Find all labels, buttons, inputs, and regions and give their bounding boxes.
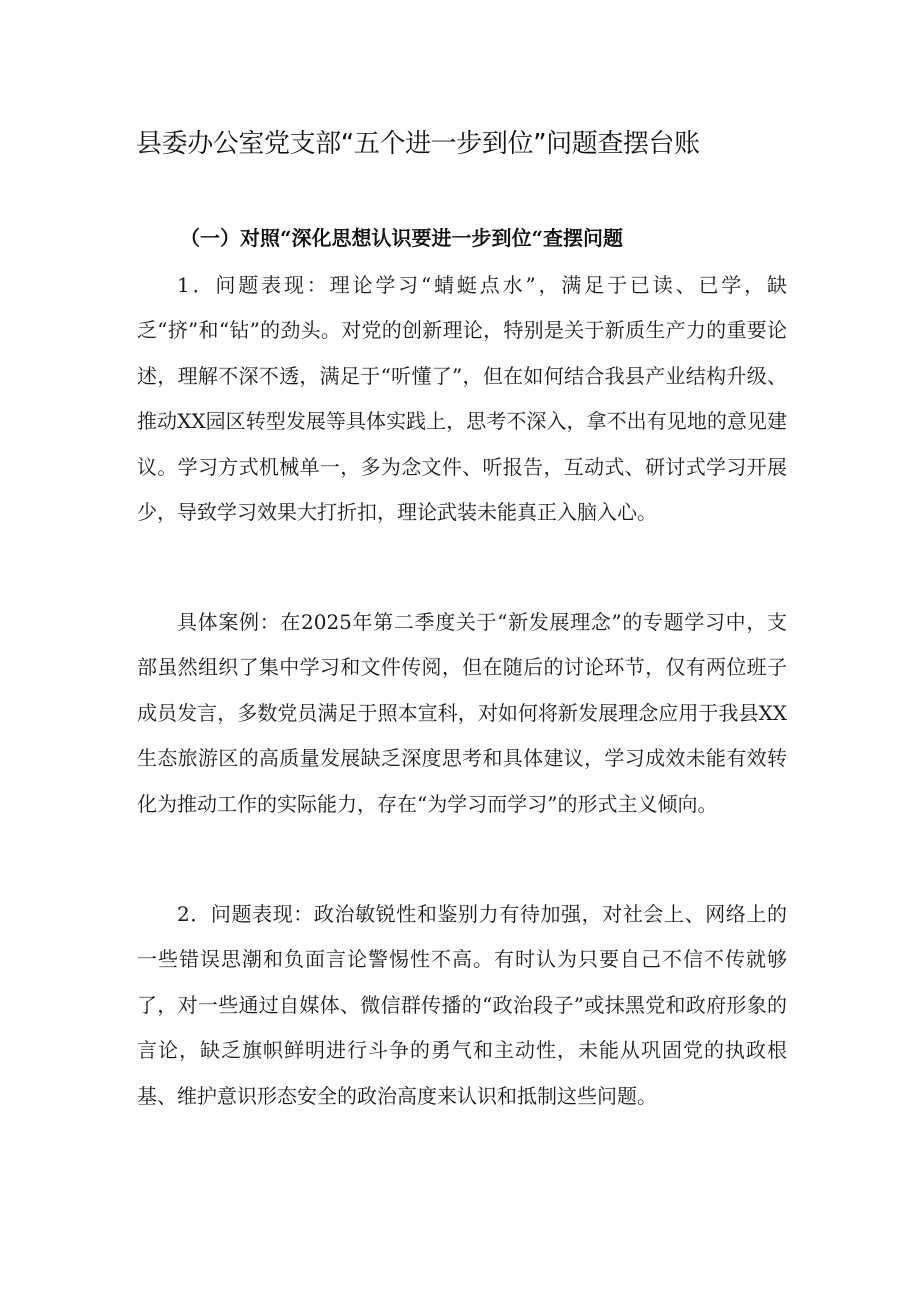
section-heading: （一）对照“深化思想认识要进一步到位“查摆问题 (180, 226, 624, 250)
paragraph-case-example: 具体案例：在2025年第二季度关于“新发展理念”的专题学习中，支部虽然组织了集中学习和文件传阅，但在随后的讨论环节，仅有两位班子成员发言，多数党员满足于照本宣科，对如何将新发展理念应用于我县XX生态旅游区的高质量发展缺乏深度思考和具体建议，学习成效未能有效转化为推动工作的实际能力，存在“为学习而学习”的形式主义倾向。 (137, 610, 787, 816)
paragraph-problem-2: 2．问题表现：政治敏锐性和鉴别力有待加强，对社会上、网络上的一些错误思潮和负面言论警惕性不高。有时认为只要自己不信不传就够了，对一些通过自媒体、微信群传播的“政治段子”或抹黑党和政府形象的言论，缺乏旗帜鲜明进行斗争的勇气和主动性，未能从巩固党的执政根基、维护意识形态安全的政治高度来认识和抵制这些问题。 (137, 902, 787, 1108)
paragraph-problem-1: 1．问题表现：理论学习“蜻蜓点水”，满足于已读、已学，缺乏“挤”和“钻”的劲头。对党的创新理论，特别是关于新质生产力的重要论述，理解不深不透，满足于“听懂了”，但在如何结合我县产业结构升级、推动XX园区转型发展等具体实践上，思考不深入，拿不出有见地的意见建议。学习方式机械单一，多为念文件、听报告，互动式、研讨式学习开展少，导致学习效果大打折扣，理论武装未能真正入脑入心。 (137, 273, 787, 525)
document-title: 县委办公室党支部“五个进一步到位”问题查摆台账 (136, 129, 700, 159)
